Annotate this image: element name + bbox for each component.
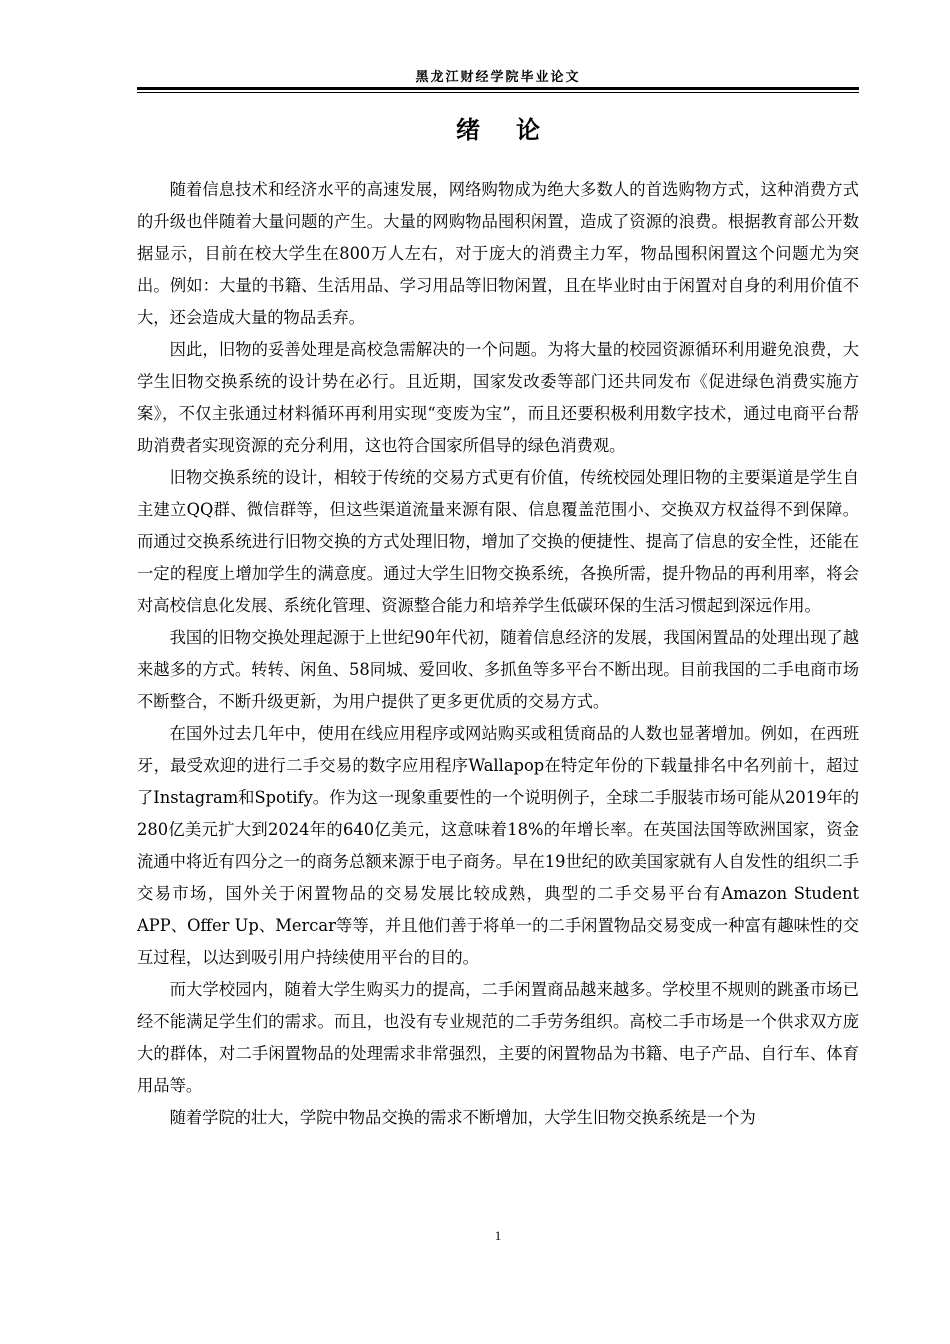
paragraph-1: 随着信息技术和经济水平的高速发展，网络购物成为绝大多数人的首选购物方式，这种消费方式的升级也伴随着大量问题的产生。大量的网购物品囤积闲置，造成了资源的浪费。根据教育部公开数据显示，目前在校大学生在800万人左右，对于庞大的消费主力军，物品囤积闲置这个问题尤为突出。例如：大量的书籍、生活用品、学习用品等旧物闲置，且在毕业时由于闲置对自身的利用价值不大，还会造成大量的物品丢弃。	[137, 180, 859, 327]
header-rule-thin	[137, 92, 859, 93]
paragraph-7: 随着学院的壮大，学院中物品交换的需求不断增加，大学生旧物交换系统是一个为	[169, 1108, 756, 1127]
body-text	[137, 174, 859, 1134]
paragraph-3: 旧物交换系统的设计，相较于传统的交易方式更有价值，传统校园处理旧物的主要渠道是学生自主建立QQ群、微信群等，但这些渠道流量来源有限、信息覆盖范围小、交换双方权益得不到保障。而通过交换系统进行旧物交换的方式处理旧物，增加了交换的便捷性、提高了信息的安全性，还能在一定的程度上增加学生的满意度。通过大学生旧物交换系统，各换所需，提升物品的再利用率，将会对高校信息化发展、系统化管理、资源整合能力和培养学生低碳环保的生活习惯起到深远作用。	[137, 468, 859, 615]
running-header: 黑龙江财经学院毕业论文	[415, 70, 581, 85]
paragraph-5: 在国外过去几年中，使用在线应用程序或网站购买或租赁商品的人数也显著增加。例如，在西班牙，最受欢迎的进行二手交易的数字应用程序Wallapop在特定年份的下载量排名中名列前十，超过了Instagram和Spotify。作为这一现象重要性的一个说明例子，全球二手服装市场可能从2019年的280亿美元扩大到2024年的640亿美元，这意味着18%的年增长率。在英国法国等欧洲国家，资金流通中将近有四分之一的商务总额来源于电子商务。早在19世纪的欧美国家就有人自发性的组织二手交易市场，国外关于闲置物品的交易发展比较成熟，典型的二手交易平台有Amazon Student APP、Offer Up、Mercar等等，并且他们善于将单一的二手闲置物品交易变成一种富有趣味性的交互过程，以达到吸引用户持续使用平台的目的。	[137, 724, 859, 967]
page-number: 1	[494, 1228, 502, 1243]
paragraph-2: 因此，旧物的妥善处理是高校急需解决的一个问题。为将大量的校园资源循环利用避免浪费，大学生旧物交换系统的设计势在必行。且近期，国家发改委等部门还共同发布《促进绿色消费实施方案》，不仅主张通过材料循环再利用实现“变废为宝”，而且还要积极利用数字技术，通过电商平台帮助消费者实现资源的充分利用，这也符合国家所倡导的绿色消费观。	[137, 340, 859, 455]
paragraph-6: 而大学校园内，随着大学生购买力的提高，二手闲置商品越来越多。学校里不规则的跳蚤市场已经不能满足学生们的需求。而且，也没有专业规范的二手劳务组织。高校二手市场是一个供求双方庞大的群体，对二手闲置物品的处理需求非常强烈，主要的闲置物品为书籍、电子产品、自行车、体育用品等。	[137, 980, 859, 1095]
paragraph-4: 我国的旧物交换处理起源于上世纪90年代初，随着信息经济的发展，我国闲置品的处理出现了越来越多的方式。转转、闲鱼、58同城、爱回收、多抓鱼等多平台不断出现。目前我国的二手电商市场不断整合，不断升级更新，为用户提供了更多更优质的交易方式。	[137, 628, 859, 711]
header-rule-thick	[137, 87, 859, 90]
chapter-title: 绪论	[456, 116, 576, 144]
